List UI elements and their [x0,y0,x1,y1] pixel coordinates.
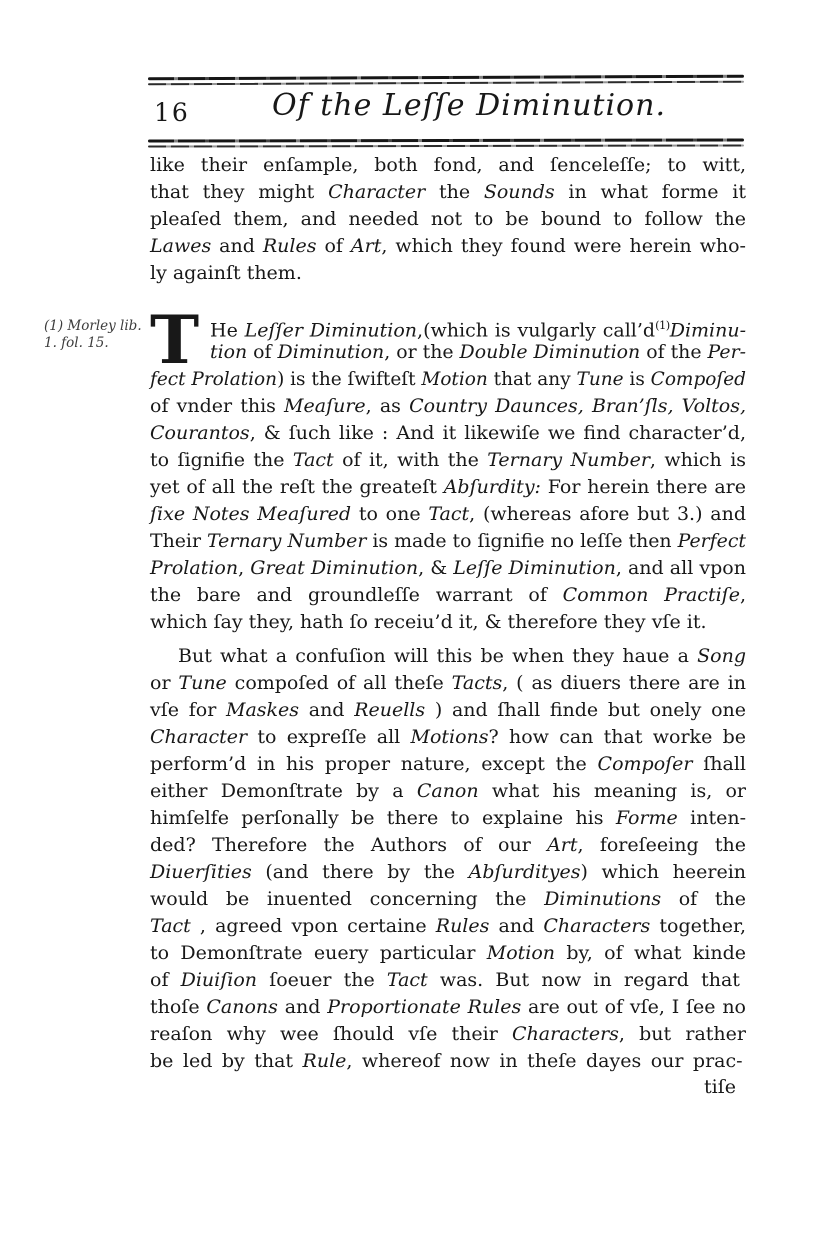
text-line [150,967,746,994]
page-header [148,86,744,136]
emphasis-segment: Abſurdity: [443,476,541,498]
paragraph-confusion [150,643,746,1075]
text-line [150,528,746,555]
text-line [150,832,746,859]
text-segment: thoſe [150,996,207,1018]
text-segment: to expreſſe all [247,726,411,748]
text-segment: , ( as diuers there are in [502,672,746,694]
emphasis-segment: Common Practiſe [562,584,740,606]
emphasis-segment: Canon [416,780,479,802]
emphasis-segment: Abſurdityes [468,861,581,883]
text-segment: of the [640,341,708,363]
text-segment: , or the [384,341,460,363]
emphasis-segment: Reuells [354,699,426,721]
emphasis-segment: Diuiſion [180,969,258,991]
emphasis-segment: Perfect [677,530,746,552]
paragraph-lesser-diminution [150,301,747,636]
emphasis-segment: Rules [262,235,317,257]
text-segment: was. But now in regard that [427,969,740,991]
text-segment: and [211,235,263,257]
text-segment: by, of what kinde [555,942,746,964]
emphasis-segment: Tact [428,503,470,525]
text-segment: and [489,915,544,937]
emphasis-segment: Country Daunces, Bran’ſls, Voltos, [409,395,747,417]
text-segment: of the [661,888,746,910]
catchword: tiſe [704,1076,736,1098]
text-line [150,1048,746,1075]
emphasis-segment: fect Prolation [150,368,278,390]
text-segment: ) which heerein [580,861,747,883]
text-segment: , as [365,395,410,417]
text-segment: ,(which is vulgarly call’d [417,319,656,342]
text-segment: of vnder this [150,395,285,417]
text-segment: and [299,699,355,721]
text-line [150,179,746,206]
text-segment: either Demonſtrate by a [150,780,417,802]
emphasis-segment: Tact [150,915,191,937]
text-segment: to ſignifie the [150,449,293,471]
text-line [150,1021,746,1048]
text-segment: compoſed of all theſe [226,672,452,694]
emphasis-segment: Rule [302,1050,347,1072]
text-segment: ſhall [692,753,747,775]
text-segment: are out of vſe, I ſee no [521,996,746,1018]
emphasis-segment: Diminu- [669,319,747,342]
text-segment: (1) [655,318,670,332]
text-segment: to one [351,503,429,525]
text-line [150,339,746,366]
text-segment: what his meaning is, or [478,780,747,802]
text-line [150,994,746,1021]
emphasis-segment: ſixe Notes Meaſured [150,503,352,525]
text-segment: , which is [649,449,747,471]
emphasis-segment: Diminution [277,341,385,363]
text-line [150,724,746,751]
text-segment: He [210,319,245,342]
emphasis-segment: Diuerſities [150,861,252,883]
text-segment: , and all vpon [615,557,746,579]
text-segment: himſelfe perſonally be there to explaine his [150,807,616,829]
text-segment: ) is the ſwifteſt [277,368,422,390]
text-segment: , (whereas afore but 3.) and [469,503,746,525]
text-line [150,312,747,342]
text-line [150,643,746,670]
emphasis-segment: Courantos [150,422,250,444]
text-line [150,260,746,287]
emphasis-segment: Diminutions [544,888,662,910]
text-segment: the bare and groundleſſe warrant of [150,584,563,606]
text-segment: ly againſt them. [150,262,302,284]
emphasis-segment: Compoſed [650,368,746,390]
emphasis-segment: Characters [543,915,651,937]
text-segment: But what a confuſion will this be when they haue a [178,645,698,667]
text-segment: vſe for [150,699,226,721]
page-title: Of the Leſſe Diminution. [272,88,666,123]
emphasis-segment: Character [328,181,426,203]
emphasis-segment: Per- [707,341,746,363]
page-number: 16 [154,98,190,127]
text-line [150,206,746,233]
text-segment: pleaſed them, and needed not to be bound to follow the [150,208,746,230]
emphasis-segment: Tacts [451,672,503,694]
emphasis-segment: Leſſe Diminution [453,557,616,579]
emphasis-segment: Double Diminution [459,341,641,363]
text-line [150,609,746,636]
emphasis-segment: Art [547,834,578,856]
emphasis-segment: Motion [421,368,488,390]
text-segment: , but rather [618,1023,746,1045]
text-segment: For herein there are [540,476,747,498]
text-segment: that they might [150,181,329,203]
text-segment: which ſay they, hath ſo receiu’d it, & therefore they vſe it. [150,611,707,633]
emphasis-segment: tion [210,341,248,363]
text-line [150,670,746,697]
header-rule-bottom [148,138,744,147]
emphasis-segment: Prolation [150,557,239,579]
emphasis-segment: Forme [615,807,678,829]
emphasis-segment: Motions [410,726,489,748]
emphasis-segment: Canons [206,996,278,1018]
text-segment: of it, with the [333,449,488,471]
margin-note-line: (1) Morley lib. [44,318,142,334]
text-segment: (and there by the [251,861,469,883]
text-line [150,393,746,420]
emphasis-segment: Art [350,235,382,257]
text-line [150,697,746,724]
text-line [150,751,746,778]
text-segment: that any [487,368,577,390]
margin-note-line: 1. fol. 15. [44,335,109,351]
text-segment: ded? Therefore the Authors of our [150,834,548,856]
emphasis-segment: Sounds [483,181,555,203]
emphasis-segment: Ternary Number [207,530,367,552]
text-segment: ſoeuer the [257,969,387,991]
emphasis-segment: Rules [435,915,490,937]
text-segment: to Demonſtrate euery particular [150,942,487,964]
text-segment: Their [150,530,208,552]
text-line [150,555,746,582]
text-line [150,233,746,260]
body-text [150,152,746,1075]
text-segment: of [316,235,351,257]
drop-cap: T [150,301,200,379]
text-segment: like their enſample, both fond, and ſenceleſſe; to witt, [150,154,746,176]
text-segment: , [238,557,251,579]
emphasis-segment: Song [697,645,746,667]
text-line [150,474,746,501]
emphasis-segment: Tact [292,449,334,471]
text-segment: the [425,181,484,203]
text-segment: yet of all the reſt the greateſt [150,476,444,498]
text-segment: be led by that [150,1050,303,1072]
text-segment: ? how can that worke be [488,726,746,748]
text-segment: , whereof now in theſe dayes our prac- [346,1050,743,1072]
text-line [150,886,746,913]
text-segment: would be inuented concerning the [150,888,545,910]
text-segment: ) and ſhall finde but onely one [425,699,746,721]
emphasis-segment: Leſſer Diminution [244,319,418,342]
text-segment: , & [418,557,454,579]
text-line [150,859,746,886]
emphasis-segment: Maskes [225,699,300,721]
emphasis-segment: Character [150,726,248,748]
text-segment: reaſon why wee ſhould vſe their [150,1023,513,1045]
emphasis-segment: Tact [386,969,428,991]
text-segment: of [247,341,278,363]
text-segment: and [277,996,328,1018]
text-segment: or [150,672,179,694]
text-segment: perform’d in his proper nature, except the [150,753,598,775]
text-line [150,778,746,805]
text-segment: , which they found were herein who- [381,235,746,257]
text-segment: of [150,969,181,991]
text-segment: in what forme it [554,181,746,203]
margin-note [44,318,146,352]
text-line [150,582,746,609]
emphasis-segment: Ternary Number [487,449,650,471]
header-rule-top [148,75,744,86]
emphasis-segment: Lawes [150,235,212,257]
text-line [150,501,746,528]
text-line [150,447,746,474]
emphasis-segment: Tune [178,672,227,694]
text-line [150,152,746,179]
text-segment: is [623,368,651,390]
text-segment: , agreed vpon certaine [190,915,436,937]
text-segment: inten- [677,807,746,829]
text-segment: , foreſeeing the [577,834,746,856]
text-segment: , & ſuch like : And it likewiſe we find character’d, [249,422,746,444]
text-line [150,366,746,393]
emphasis-segment: Meaſure [284,395,366,417]
emphasis-segment: Characters [512,1023,619,1045]
text-segment: together, [650,915,747,937]
emphasis-segment: Proportionate Rules [327,996,522,1018]
text-segment: is made to ſignifie no leſſe then [366,530,678,552]
paragraph-continuation [150,152,746,287]
emphasis-segment: Compoſer [597,753,693,775]
emphasis-segment: Motion [486,942,556,964]
text-line [150,420,746,447]
text-line [150,805,746,832]
text-segment: , [739,584,746,606]
text-line [150,940,746,967]
emphasis-segment: Great Diminution [250,557,419,579]
emphasis-segment: Tune [576,368,624,390]
text-line [150,913,746,940]
